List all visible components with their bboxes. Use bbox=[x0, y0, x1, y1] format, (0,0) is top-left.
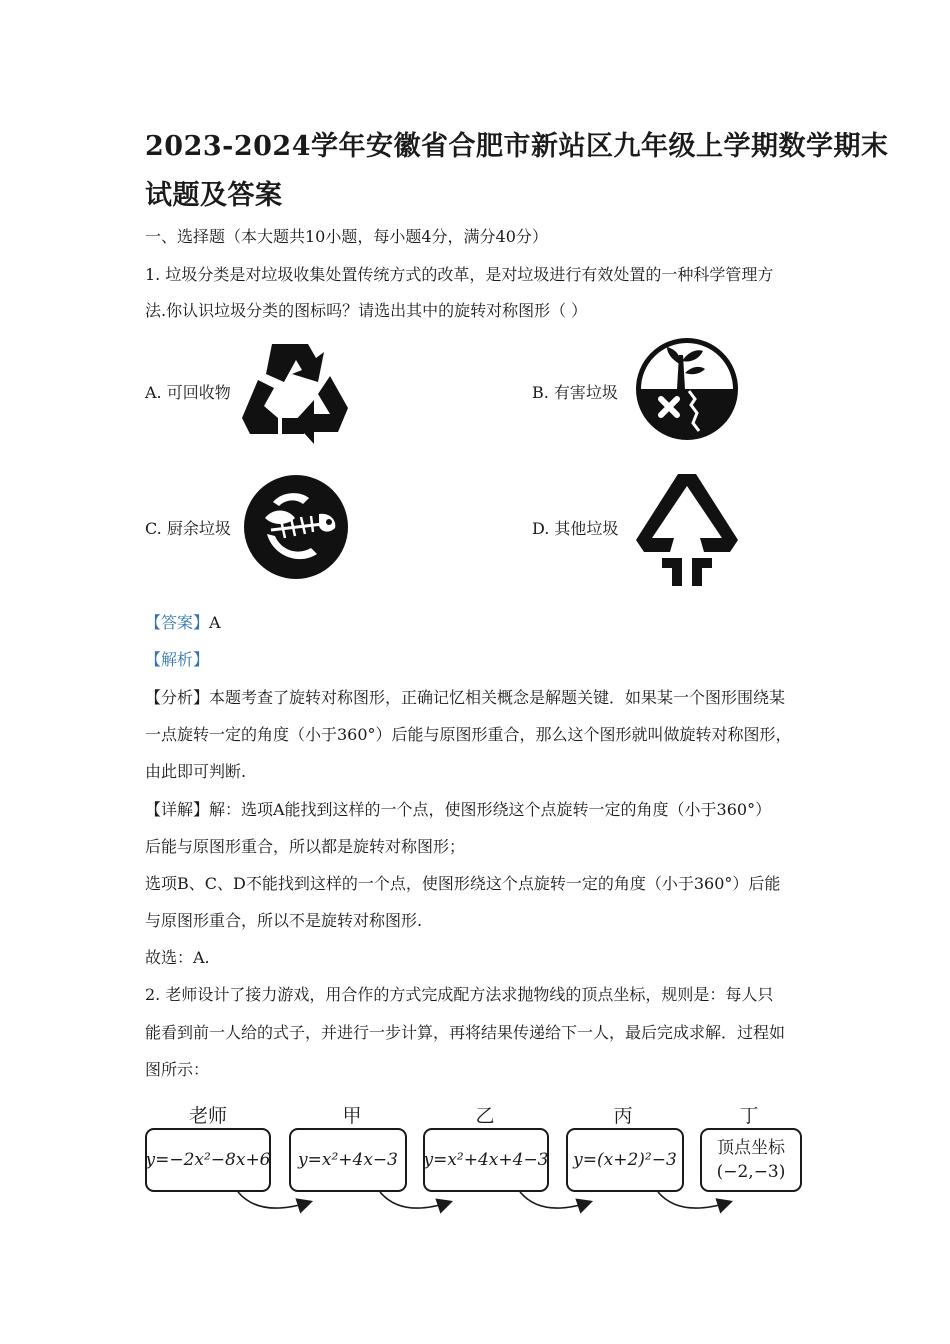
option-d-label: D. 其他垃圾 bbox=[532, 519, 619, 538]
flow-arrow-3 bbox=[520, 1192, 590, 1208]
flow-box-yi: y=x²+4x+4−3 bbox=[423, 1128, 549, 1192]
xiangjie-line-2: 后能与原图形重合，所以都是旋转对称图形； bbox=[145, 837, 466, 856]
recycle-icon bbox=[238, 336, 352, 448]
option-c-label: C. 厨余垃圾 bbox=[145, 519, 231, 538]
flow-box-ding bbox=[700, 1128, 802, 1192]
fenxi-line-1: 【分析】本题考查了旋转对称图形，正确记忆相关概念是解题关键．如果某一个图形围绕某 bbox=[145, 688, 786, 707]
flow-name-bing: 丙 bbox=[613, 1105, 633, 1127]
xiangjie-line-3: 选项B、C、D不能找到这样的一个点，使图形绕这个点旋转一定的角度（小于360°）后能 bbox=[145, 874, 781, 893]
fenxi-line-2: 一点旋转一定的角度（小于360°）后能与原图形重合，那么这个图形就叫做旋转对称图形， bbox=[145, 725, 792, 744]
q1-stem-line-2: 法.你认识垃圾分类的图标吗？请选出其中的旋转对称图形（ ） bbox=[145, 301, 588, 320]
answer-value: A bbox=[209, 613, 221, 632]
doc-title-line-2: 试题及答案 bbox=[145, 180, 283, 211]
flow-name-jia: 甲 bbox=[342, 1105, 362, 1127]
fenxi-line-3: 由此即可判断. bbox=[145, 762, 247, 781]
doc-title-line-1: 2023-2024学年安徽省合肥市新站区九年级上学期数学期末 bbox=[145, 131, 889, 162]
answer-tag: 【答案】 bbox=[145, 613, 210, 632]
analysis-tag: 【解析】 bbox=[145, 650, 210, 669]
flow-box-jia: y=x²+4x−3 bbox=[289, 1128, 407, 1192]
xiangjie-line-4: 与原图形重合，所以不是旋转对称图形. bbox=[145, 911, 423, 930]
xiangjie-line-1: 【详解】解：选项A能找到这样的一个点，使图形绕这个点旋转一定的角度（小于360°） bbox=[145, 800, 772, 819]
flow-box-bing: y=(x+2)²−3 bbox=[566, 1128, 684, 1192]
kitchen-waste-icon bbox=[243, 474, 349, 580]
conclusion: 故选：A. bbox=[145, 948, 210, 967]
flow-box-ding-line-1: 顶点坐标 bbox=[717, 1138, 785, 1158]
flow-name-yi: 乙 bbox=[475, 1105, 495, 1127]
flow-arrow-2 bbox=[380, 1192, 450, 1208]
option-b-label: B. 有害垃圾 bbox=[532, 383, 618, 402]
q2-stem-line-3: 图所示： bbox=[145, 1060, 210, 1079]
q2-stem-line-2: 能看到前一人给的式子，并进行一步计算，再将结果传递给下一人，最后完成求解．过程如 bbox=[145, 1023, 786, 1042]
flow-name-ding: 丁 bbox=[739, 1105, 759, 1127]
flow-arrow-1 bbox=[238, 1192, 310, 1208]
flow-arrow-4 bbox=[658, 1192, 730, 1208]
section-heading: 一、选择题（本大题共10小题，每小题4分，满分40分） bbox=[145, 227, 548, 246]
hazardous-waste-icon bbox=[633, 335, 741, 443]
answer-line bbox=[145, 610, 221, 633]
q2-stem-line-1: 2. 老师设计了接力游戏，用合作的方式完成配方法求抛物线的顶点坐标，规则是：每人只 bbox=[145, 985, 774, 1004]
option-a-label: A. 可回收物 bbox=[145, 383, 231, 402]
flow-arrows bbox=[140, 1188, 820, 1228]
flow-box-teacher: y=−2x²−8x+6 bbox=[145, 1128, 271, 1192]
other-waste-icon bbox=[634, 468, 740, 588]
flow-box-ding-line-2: (−2,−3) bbox=[716, 1162, 786, 1182]
q1-stem-line-1: 1. 垃圾分类是对垃圾收集处置传统方式的改革，是对垃圾进行有效处置的一种科学管理方 bbox=[145, 265, 774, 284]
flow-name-teacher: 老师 bbox=[188, 1105, 227, 1127]
